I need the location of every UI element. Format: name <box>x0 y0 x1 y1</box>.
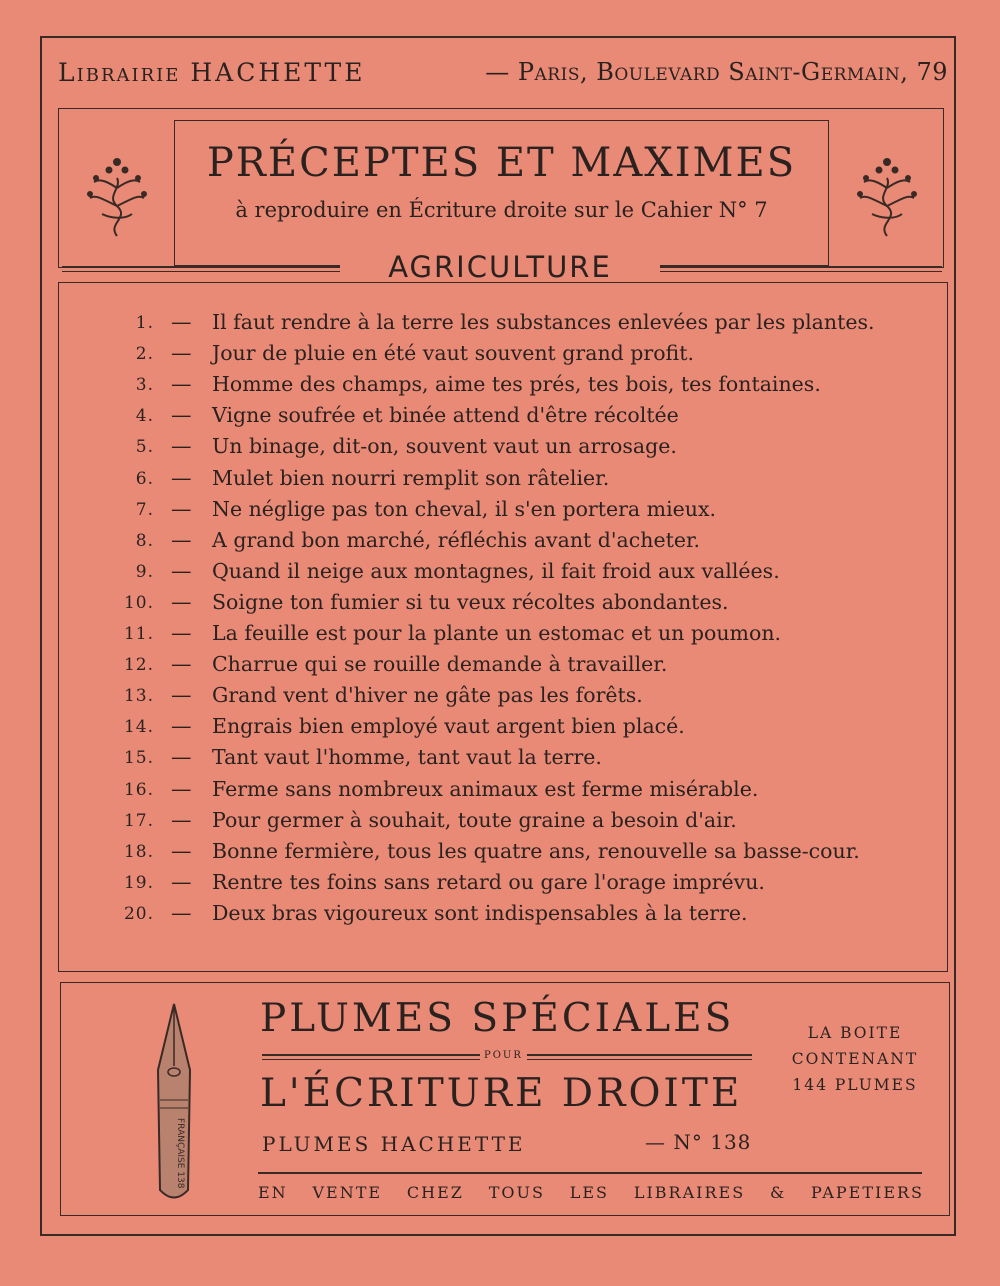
ad-brand: PLUMES HACHETTE <box>262 1132 526 1156</box>
floral-ornament-right-icon <box>852 148 922 240</box>
maxim-dash: — <box>171 807 192 832</box>
maxim-item <box>0 341 1000 372</box>
maxim-number: 17. <box>123 810 154 831</box>
maxim-number: 16. <box>123 779 154 800</box>
maxim-item <box>0 372 1000 403</box>
maxim-item <box>0 870 1000 901</box>
maxim-item <box>0 839 1000 870</box>
maxim-text: Charrue qui se rouille demande à travailler. <box>212 652 668 677</box>
maxim-dash: — <box>171 745 192 770</box>
maxim-text: Homme des champs, aime tes prés, tes bois, tes fontaines. <box>212 372 821 397</box>
maxim-text: Ne néglige pas ton cheval, il s'en portera mieux. <box>212 496 717 521</box>
maxim-number: 3. <box>135 375 154 396</box>
maxim-text: Il faut rendre à la terre les substances enlevées par les plantes. <box>212 310 875 334</box>
section-rule-right <box>646 266 942 272</box>
maxim-dash: — <box>171 434 192 459</box>
maxim-number: 7. <box>135 499 154 520</box>
maxim-number: 4. <box>135 406 154 427</box>
page-title: PRÉCEPTES ET MAXIMES <box>206 140 797 186</box>
maxim-item <box>0 777 1000 808</box>
ad-sale-line: EN VENTE CHEZ TOUS LES LIBRAIRES & PAPETIERS <box>258 1183 924 1202</box>
maxim-item <box>0 621 1000 652</box>
maxim-item <box>0 683 1000 714</box>
maxim-number: 6. <box>135 468 154 489</box>
maxim-number: 2. <box>135 344 154 365</box>
maxim-number: 5. <box>135 437 154 458</box>
maxim-text: Soigne ton fumier si tu veux récoltes abondantes. <box>212 589 729 614</box>
maxim-text: Grand vent d'hiver ne gâte pas les forêts. <box>212 683 643 708</box>
maxim-dash: — <box>171 496 192 521</box>
ad-connector: POUR <box>480 1050 527 1061</box>
maxim-item <box>0 714 1000 745</box>
maxim-dash: — <box>171 310 192 334</box>
maxim-item <box>0 403 1000 434</box>
publisher-header <box>58 58 365 87</box>
maxim-text: Tant vaut l'homme, tant vaut la terre. <box>212 745 602 770</box>
maxim-dash: — <box>171 558 192 583</box>
maxim-item <box>0 590 1000 621</box>
ad-box-info <box>780 1020 930 1098</box>
maxim-item <box>0 528 1000 559</box>
maxim-item <box>0 808 1000 839</box>
maxim-item <box>0 466 1000 497</box>
nib-engraving: FRANÇAISE 138 <box>175 1118 185 1189</box>
maxim-text: Deux bras vigoureux sont indispensables à la terre. <box>212 900 748 925</box>
maxim-item <box>0 745 1000 776</box>
maxim-number: 9. <box>135 561 154 582</box>
ad-headline-1: PLUMES SPÉCIALES <box>260 996 735 1041</box>
maxim-dash: — <box>171 341 192 366</box>
pen-nib-icon <box>144 1000 204 1210</box>
maxim-dash: — <box>171 652 192 677</box>
maxim-dash: — <box>171 900 192 925</box>
publisher-address: — Paris, Boulevard Saint-Germain, 79 <box>485 58 948 86</box>
maxim-number: 1. <box>135 313 154 333</box>
ad-box-line: 144 PLUMES <box>792 1076 918 1094</box>
ad-box-line: CONTENANT <box>791 1050 919 1068</box>
maxim-item <box>0 652 1000 683</box>
maxim-number: 15. <box>123 748 154 769</box>
maxim-item <box>0 901 1000 932</box>
section-rule-left <box>62 266 354 272</box>
maxim-text: Mulet bien nourri remplit son râtelier. <box>212 465 610 490</box>
maxim-text: La feuille est pour la plante un estomac et un poumon. <box>212 621 782 645</box>
publisher-name: HACHETTE <box>190 58 366 87</box>
maxim-text: Vigne soufrée et binée attend d'être récoltée <box>212 403 679 428</box>
section-heading: AGRICULTURE <box>340 250 660 284</box>
maxim-item <box>0 310 1000 341</box>
maxim-number: 13. <box>123 686 154 707</box>
maxim-dash: — <box>171 589 192 614</box>
maxim-text: Jour de pluie en été vaut souvent grand profit. <box>212 341 694 366</box>
maxim-dash: — <box>171 527 192 552</box>
maxim-text: Engrais bien employé vaut argent bien placé. <box>212 714 685 739</box>
maxim-dash: — <box>171 621 192 645</box>
maxim-number: 14. <box>123 717 154 738</box>
maxim-dash: — <box>171 776 192 801</box>
maxim-dash: — <box>171 714 192 739</box>
maxim-text: Rentre tes foins sans retard ou gare l'orage imprévu. <box>212 869 765 894</box>
maxim-dash: — <box>171 403 192 428</box>
maxim-dash: — <box>171 465 192 490</box>
ad-product-number: — N° 138 <box>645 1130 752 1154</box>
ad-box-line: LA BOITE <box>807 1024 903 1042</box>
floral-ornament-left-icon <box>82 148 152 240</box>
maxim-number: 11. <box>123 624 154 644</box>
maxim-item <box>0 559 1000 590</box>
publisher-label: Librairie <box>58 58 181 87</box>
maxim-dash: — <box>171 869 192 894</box>
maxim-number: 20. <box>123 903 154 924</box>
maxim-text: Pour germer à souhait, toute graine a besoin d'air. <box>212 807 737 832</box>
maxim-text: A grand bon marché, réfléchis avant d'acheter. <box>212 527 701 552</box>
page-subtitle: à reproduire en Écriture droite sur le Cahier N° 7 <box>235 198 768 222</box>
maxim-dash: — <box>171 372 192 397</box>
ad-sale-rule <box>258 1172 922 1174</box>
maxim-item <box>0 497 1000 528</box>
maxim-text: Bonne fermière, tous les quatre ans, renouvelle sa basse-cour. <box>212 838 860 863</box>
maxim-number: 12. <box>123 655 154 676</box>
ad-headline-2: L'ÉCRITURE DROITE <box>260 1071 743 1116</box>
maxim-number: 19. <box>123 872 154 893</box>
maxim-number: 18. <box>123 841 154 862</box>
maxim-text: Ferme sans nombreux animaux est ferme misérable. <box>212 776 759 801</box>
maxim-number: 8. <box>135 530 154 551</box>
maxim-item <box>0 434 1000 465</box>
maxim-dash: — <box>171 838 192 863</box>
maxim-text: Un binage, dit-on, souvent vaut un arrosage. <box>212 434 677 459</box>
maxim-number: 10. <box>123 592 154 613</box>
maxim-dash: — <box>171 683 192 708</box>
maxim-text: Quand il neige aux montagnes, il fait froid aux vallées. <box>212 558 780 583</box>
